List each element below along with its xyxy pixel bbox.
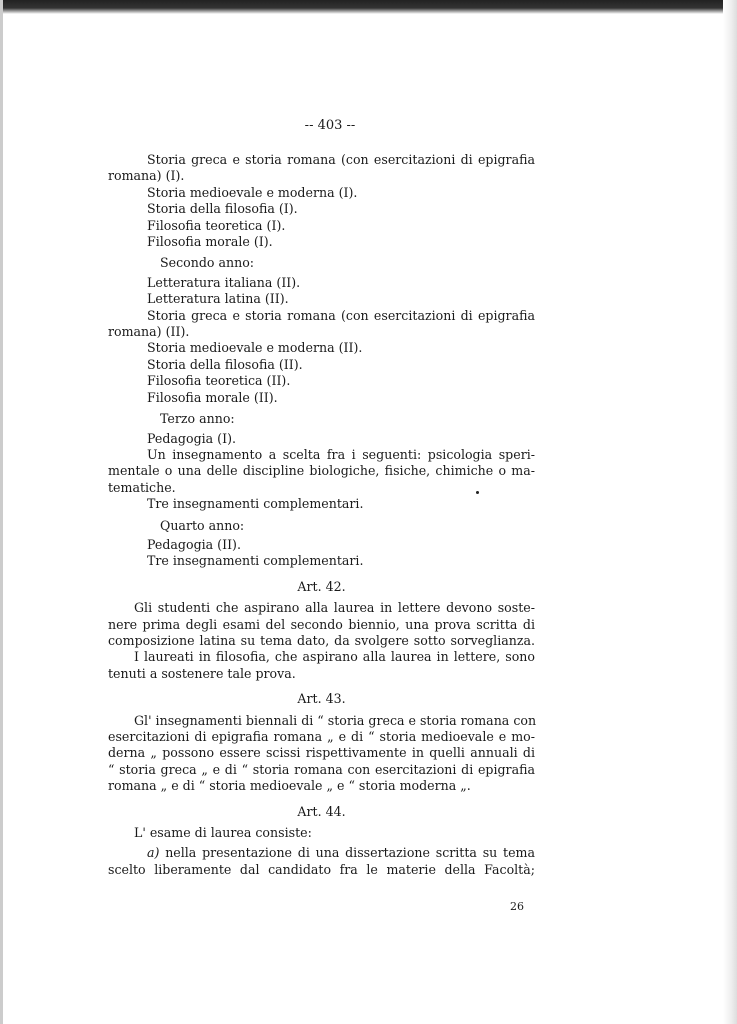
text-line: esercitazioni di epigrafia romana „ e di “ storia medioevale e mo- bbox=[108, 729, 535, 744]
text-line: tenuti a sostenere tale prova. bbox=[108, 665, 296, 681]
text-line: mentale o una delle discipline biologiche, fisiche, chimiche o ma- bbox=[108, 463, 535, 479]
text-line: Tre insegnamenti complementari. bbox=[147, 496, 364, 512]
scan-top-edge bbox=[0, 0, 737, 14]
article-heading-44: Art. 44. bbox=[297, 803, 346, 819]
text-line: Storia della filosofia (II). bbox=[147, 356, 303, 372]
text-line: composizione latina su tema dato, da svolgere sotto sorveglianza. bbox=[108, 632, 535, 648]
text-line: “ storia greca „ e di “ storia romana con esercitazioni di epigrafia bbox=[108, 761, 535, 777]
text-line: scelto liberamente dal candidato fra le materie della Facoltà; bbox=[108, 861, 535, 877]
page-body bbox=[108, 152, 535, 878]
text-line: romana) (II). bbox=[108, 324, 190, 340]
text-line: Gl' insegnamenti biennali di “ storia greca e storia romana con bbox=[134, 712, 537, 728]
text-line: Filosofia teoretica (I). bbox=[147, 217, 286, 233]
text-line: Storia medioevale e moderna (I). bbox=[147, 184, 358, 200]
text-line: Filosofia teoretica (II). bbox=[147, 373, 291, 389]
item-letter: a) bbox=[147, 845, 160, 861]
text-line bbox=[108, 845, 535, 861]
text-line: romana) (I). bbox=[108, 168, 185, 184]
text-line: Pedagogia (II). bbox=[147, 536, 241, 552]
text-line: tematiche. bbox=[108, 479, 176, 495]
text-line: Pedagogia (I). bbox=[147, 430, 236, 446]
text-line: Letteratura latina (II). bbox=[147, 291, 289, 307]
text-line: Letteratura italiana (II). bbox=[147, 274, 301, 290]
year-heading-second: Secondo anno: bbox=[160, 255, 255, 271]
text-line: Tre insegnamenti complementari. bbox=[147, 553, 364, 569]
signature-mark: 26 bbox=[510, 900, 524, 913]
text-line: Storia greca e storia romana (con esercitazioni di epigrafia bbox=[147, 307, 535, 323]
text-line: derna „ possono essere scissi rispettivamente in quelli annuali di bbox=[108, 745, 535, 761]
text-line: Un insegnamento a scelta fra i seguenti: psicologia speri- bbox=[147, 446, 535, 462]
text-line: L' esame di laurea consiste: bbox=[134, 825, 312, 841]
year-heading-fourth: Quarto anno: bbox=[160, 517, 245, 533]
text-line: Gli studenti che aspirano alla laurea in lettere devono soste- bbox=[134, 600, 535, 616]
article-heading-42: Art. 42. bbox=[297, 578, 346, 594]
item-text: nella presentazione di una dissertazione scritta su tema bbox=[165, 845, 535, 861]
year-heading-third: Terzo anno: bbox=[160, 411, 235, 427]
text-line: Storia medioevale e moderna (II). bbox=[147, 340, 363, 356]
text-line: Filosofia morale (I). bbox=[147, 234, 273, 250]
text-line: Storia della filosofia (I). bbox=[147, 201, 298, 217]
text-line: nere prima degli esami del secondo biennio, una prova scritta di bbox=[108, 616, 535, 632]
scan-left-edge bbox=[0, 0, 3, 1024]
page-number: -- 403 -- bbox=[304, 118, 356, 133]
text-line: romana „ e di “ storia medioevale „ e “ storia moderna „. bbox=[108, 778, 471, 794]
scan-right-edge bbox=[723, 0, 737, 1024]
text-line: Filosofia morale (II). bbox=[147, 389, 278, 405]
article-heading-43: Art. 43. bbox=[297, 691, 346, 707]
text-line: Storia greca e storia romana (con esercitazioni di epigrafia bbox=[147, 152, 535, 167]
text-line: I laureati in filosofia, che aspirano alla laurea in lettere, sono bbox=[134, 649, 535, 665]
